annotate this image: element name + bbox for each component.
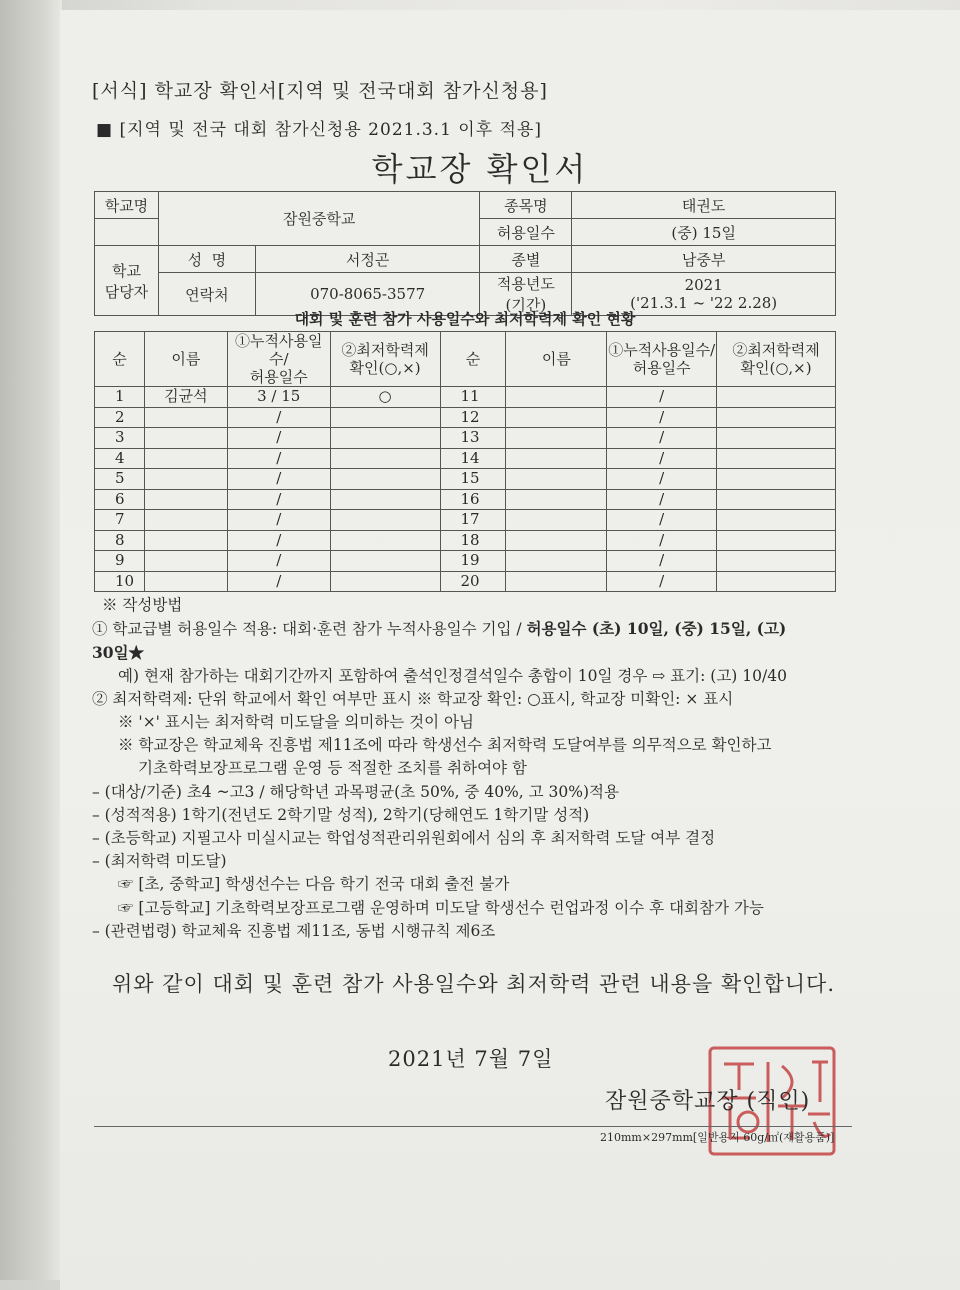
student-name — [506, 407, 607, 428]
student-name — [506, 571, 607, 592]
used-days: / — [607, 510, 717, 531]
student-name — [144, 469, 227, 490]
contact-label: 연락처 — [158, 273, 255, 316]
document-title: 학교장 확인서 — [371, 150, 589, 188]
row-number: 9 — [95, 551, 145, 572]
student-name — [144, 551, 227, 572]
principal-signature: 잠원중학교장 (직인) — [605, 1089, 811, 1114]
table-row — [95, 489, 836, 510]
detail-4: – (최저학력 미도달) — [92, 852, 227, 871]
table-row — [95, 530, 836, 551]
achievement-check — [330, 407, 440, 428]
achievement-check — [717, 571, 836, 592]
student-name — [144, 530, 227, 551]
form-label: [서식] 학교장 확인서[지역 및 전국대회 참가신청용] — [92, 80, 548, 102]
row-number: 11 — [440, 387, 506, 408]
category-label: 종별 — [480, 246, 572, 273]
used-days: / — [607, 387, 717, 408]
header-days-right: ①누적사용일수/ 허용일수 — [607, 332, 717, 387]
school-value: 잠원중학교 — [158, 192, 480, 246]
achievement-check — [330, 448, 440, 469]
student-name — [144, 489, 227, 510]
achievement-check — [717, 469, 836, 490]
category-value: 남중부 — [572, 246, 836, 273]
student-name — [144, 510, 227, 531]
achievement-check — [717, 530, 836, 551]
row-number: 18 — [440, 530, 506, 551]
student-name — [506, 510, 607, 531]
used-days: / — [227, 510, 330, 531]
used-days: / — [607, 530, 717, 551]
used-days: / — [227, 571, 330, 592]
student-name — [506, 530, 607, 551]
name-label: 성 명 — [158, 246, 255, 273]
row-number: 6 — [95, 489, 145, 510]
achievement-check — [330, 530, 440, 551]
used-days: / — [607, 489, 717, 510]
used-days: / — [227, 530, 330, 551]
row-number: 8 — [95, 530, 145, 551]
list-title: 대회 및 훈련 참가 사용일수와 최저학력제 확인 현황 — [294, 310, 636, 328]
achievement-check: ○ — [330, 387, 440, 408]
used-days: 3 / 15 — [227, 387, 330, 408]
student-name — [506, 448, 607, 469]
table-row — [95, 387, 836, 408]
header-name-right: 이름 — [506, 332, 607, 387]
event-value: 태권도 — [572, 192, 836, 219]
used-days: / — [607, 448, 717, 469]
note-2-b: ※ 학교장은 학교체육 진흥법 제11조에 따라 학생선수 최저학력 도달여부를 의무적으로 확인하고 — [118, 736, 772, 755]
used-days: / — [607, 571, 717, 592]
achievement-check — [717, 428, 836, 449]
event-label: 종목명 — [480, 192, 572, 219]
achievement-check — [330, 510, 440, 531]
student-name — [144, 571, 227, 592]
student-name — [144, 448, 227, 469]
row-number: 13 — [440, 428, 506, 449]
student-name — [506, 469, 607, 490]
row-number: 2 — [95, 407, 145, 428]
notes-heading: ※ 작성방법 — [102, 596, 183, 614]
note-1: ① 학교급별 허용일수 적용: 대회·훈련 참가 누적사용일수 기입 / 허용일수 (초) 10일, (중) 15일, (고) — [92, 619, 787, 639]
achievement-check — [717, 551, 836, 572]
table-body — [95, 387, 836, 592]
note-1-cont: 30일★ — [92, 643, 145, 663]
days-value: (중) 15일 — [572, 219, 836, 246]
achievement-check — [330, 428, 440, 449]
row-number: 20 — [440, 571, 506, 592]
year-value: 2021 ('21.3.1 ~ '22 2.28) — [572, 273, 836, 316]
row-number: 16 — [440, 489, 506, 510]
header-name: 이름 — [144, 332, 227, 387]
contact-value: 070-8065-3577 — [255, 273, 480, 316]
row-number: 4 — [95, 448, 145, 469]
used-days: / — [607, 407, 717, 428]
used-days: / — [227, 428, 330, 449]
achievement-check — [717, 489, 836, 510]
student-name — [506, 428, 607, 449]
table-row — [95, 407, 836, 428]
row-number: 15 — [440, 469, 506, 490]
header-check: ②최저학력제 확인(○,×) — [330, 332, 440, 387]
table-row — [95, 551, 836, 572]
student-name — [506, 387, 607, 408]
manager-label: 학교 담당자 — [95, 246, 159, 316]
header-no-right: 순 — [440, 332, 506, 387]
instructions — [92, 594, 852, 943]
row-number: 1 — [95, 387, 145, 408]
school-label-cont — [95, 219, 159, 246]
row-number: 17 — [440, 510, 506, 531]
detail-4-a: ☞ [초, 중학교] 학생선수는 다음 학기 전국 대회 출전 불가 — [118, 875, 510, 894]
row-number: 12 — [440, 407, 506, 428]
note-2: ② 최저학력제: 단위 학교에서 확인 여부만 표시 ※ 학교장 확인: ○표시, 학교장 미확인: × 표시 — [92, 689, 734, 708]
issue-date: 2021년 7월 7일 — [388, 1047, 554, 1071]
used-days: / — [607, 469, 717, 490]
achievement-check — [717, 510, 836, 531]
detail-1: – (대상/기준) 초4 ~고3 / 해당학년 과목평균(초 50%, 중 40%, 고 30%)적용 — [92, 782, 619, 801]
name-value: 서정곤 — [255, 246, 480, 273]
desk-edge — [0, 0, 62, 1280]
info-table — [94, 191, 836, 316]
row-number: 14 — [440, 448, 506, 469]
table-row — [95, 448, 836, 469]
year-label: 적용년도 (기간) — [480, 273, 572, 316]
achievement-check — [330, 489, 440, 510]
achievement-check — [717, 387, 836, 408]
detail-5: – (관련법령) 학교체육 진흥법 제11조, 동법 시행규칙 제6조 — [92, 921, 496, 940]
applicability-note: ■ [지역 및 전국 대회 참가신청용 2021.3.1 이후 적용] — [96, 120, 543, 140]
days-label: 허용일수 — [480, 219, 572, 246]
header-days: ①누적사용일수/ 허용일수 — [227, 332, 330, 387]
footer-divider — [94, 1126, 852, 1127]
school-label: 학교명 — [95, 192, 159, 219]
participation-table — [94, 331, 836, 592]
student-name — [506, 551, 607, 572]
paper-spec: 210mm×297mm[일반용지 60g/㎡(재활용품)] — [600, 1131, 835, 1144]
row-number: 7 — [95, 510, 145, 531]
student-name — [506, 489, 607, 510]
row-number: 5 — [95, 469, 145, 490]
achievement-check — [717, 407, 836, 428]
header-check-right: ②최저학력제 확인(○,×) — [717, 332, 836, 387]
table-row — [95, 469, 836, 490]
achievement-check — [330, 469, 440, 490]
confirmation-text: 위와 같이 대회 및 훈련 참가 사용일수와 최저학력 관련 내용을 확인합니다. — [112, 972, 836, 996]
student-name — [144, 428, 227, 449]
achievement-check — [330, 551, 440, 572]
header-no: 순 — [95, 332, 145, 387]
row-number: 10 — [95, 571, 145, 592]
table-row — [95, 428, 836, 449]
row-number: 19 — [440, 551, 506, 572]
table-row — [95, 571, 836, 592]
detail-4-b: ☞ [고등학교] 기초학력보장프로그램 운영하며 미도달 학생선수 런업과정 이수 후 대회참가 가능 — [118, 898, 764, 917]
row-number: 3 — [95, 428, 145, 449]
used-days: / — [607, 551, 717, 572]
table-row — [95, 510, 836, 531]
student-name — [144, 407, 227, 428]
note-2-c: 기초학력보장프로그램 운영 등 적절한 조치를 취하여야 함 — [138, 759, 527, 778]
note-1-example: 예) 현재 참가하는 대회기간까지 포함하여 출석인정결석일수 총합이 10일 경우 ⇨ 표기: (고) 10/40 — [118, 666, 787, 685]
detail-2: – (성적적용) 1학기(전년도 2학기말 성적), 2학기(당해연도 1학기말 성적) — [92, 805, 590, 824]
note-2-a: ※ '×' 표시는 최저학력 미도달을 의미하는 것이 아님 — [118, 713, 474, 732]
detail-3: – (초등학교) 지필고사 미실시교는 학업성적관리위원회에서 심의 후 최저학력 도달 여부 결정 — [92, 829, 716, 848]
achievement-check — [330, 571, 440, 592]
used-days: / — [227, 469, 330, 490]
used-days: / — [227, 551, 330, 572]
used-days: / — [227, 407, 330, 428]
achievement-check — [717, 448, 836, 469]
used-days: / — [607, 428, 717, 449]
student-name: 김균석 — [144, 387, 227, 408]
used-days: / — [227, 448, 330, 469]
used-days: / — [227, 489, 330, 510]
